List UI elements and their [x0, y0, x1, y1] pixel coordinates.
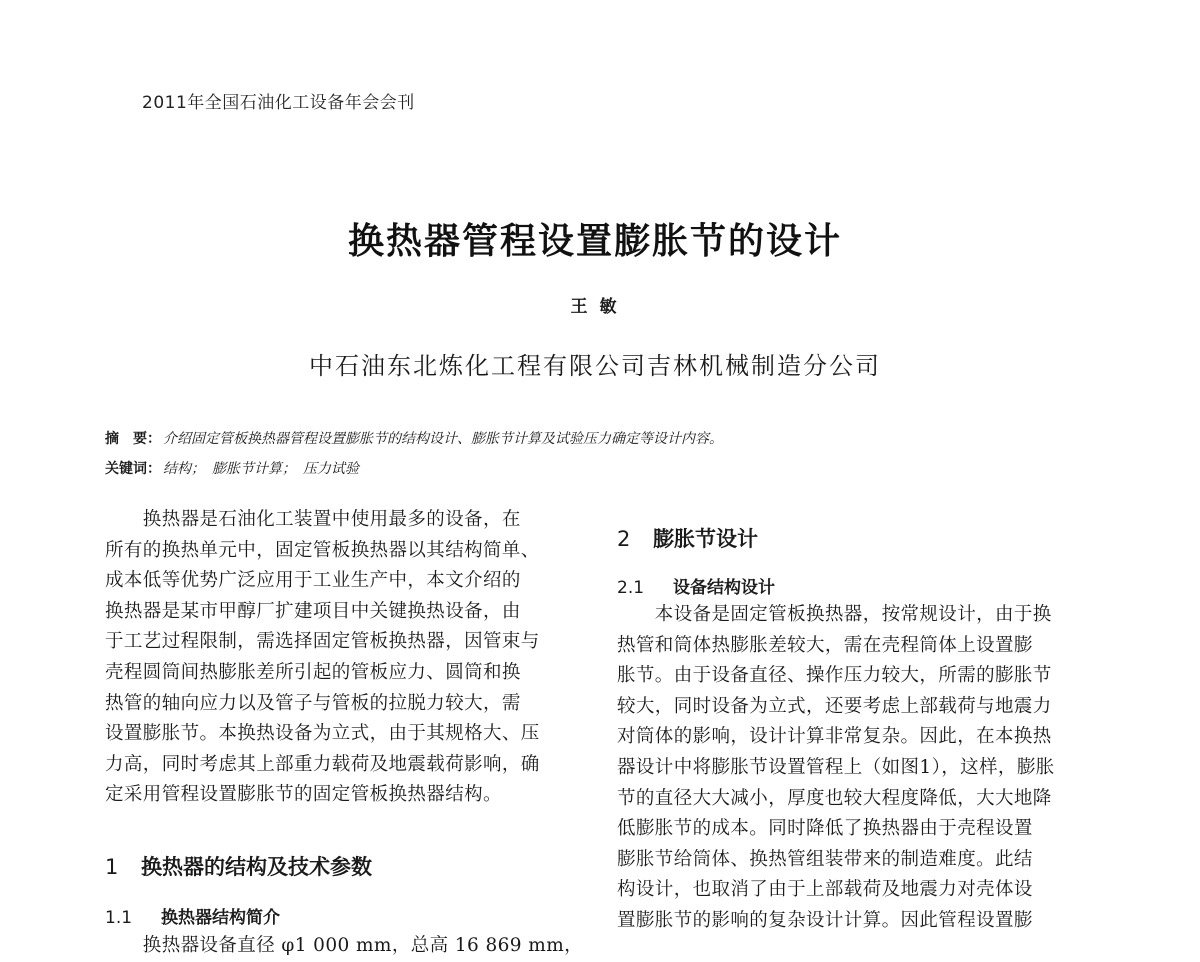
text-line: 所有的换热单元中，固定管板换热器以其结构简单、 [105, 539, 540, 561]
text-line: 器设计中将膨胀节设置管程上（如图1），这样，膨胀 [617, 756, 1055, 778]
section-number: 2 [617, 527, 631, 551]
section-number: 1.1 [105, 908, 133, 928]
text-line: 换热器是某市甲醇厂扩建项目中关键换热设备，由 [105, 600, 521, 622]
text-line: 成本低等优势广泛应用于工业生产中，本文介绍的 [105, 570, 521, 592]
text-line: 胀节。由于设备直径、操作压力较大，所需的膨胀节 [617, 665, 1052, 687]
left-column-intro [105, 505, 540, 811]
text-line: 换热器设备直径 φ1 000 mm，总高 16 869 mm， [105, 935, 584, 956]
section-heading-1-1 [105, 903, 280, 928]
text-line: 置膨胀节的影响的复杂设计计算。因此管程设置膨 [617, 909, 1033, 931]
text-line: 构设计，也取消了由于上部载荷及地震力对壳体设 [617, 879, 1033, 901]
section-heading-2-1 [617, 573, 775, 598]
abstract-label: 摘 要： [105, 431, 161, 447]
text-line: 节的直径大大减小，厚度也较大程度降低，大大地降 [617, 787, 1052, 809]
text-line: 设置膨胀节。本换热设备为立式，由于其规格大、压 [105, 723, 540, 745]
text-line: 本设备是固定管板换热器，按常规设计，由于换 [617, 604, 1052, 625]
right-column-body [617, 600, 1055, 937]
section-title: 换热器结构简介 [161, 908, 280, 928]
journal-header: 2011年全国石油化工设备年会会刊 [142, 93, 415, 113]
section-heading-2 [617, 523, 758, 553]
article-author: 王 敏 [570, 297, 620, 317]
text-line: 较大，同时设备为立式，还要考虑上部载荷与地震力 [617, 695, 1052, 717]
section-title: 设备结构设计 [673, 578, 775, 598]
section-number: 2.1 [617, 578, 645, 598]
text-line: 力高，同时考虑其上部重力载荷及地震载荷影响，确 [105, 753, 540, 775]
author-affiliation: 中石油东北炼化工程有限公司吉林机械制造分公司 [309, 352, 881, 380]
text-line: 对筒体的影响，设计计算非常复杂。因此，在本换热 [617, 726, 1052, 748]
keywords-text: 结构； 膨胀节计算； 压力试验 [163, 461, 359, 477]
section-title: 膨胀节设计 [653, 527, 758, 551]
abstract-text: 介绍固定管板换热器管程设置膨胀节的结构设计、膨胀节计算及试验压力确定等设计内容。 [163, 431, 723, 447]
text-line: 于工艺过程限制，需选择固定管板换热器，因管束与 [105, 631, 540, 653]
text-line: 热管的轴向应力以及管子与管板的拉脱力较大，需 [105, 692, 521, 714]
keywords [105, 458, 359, 478]
section-number: 1 [105, 855, 119, 879]
text-line: 壳程圆筒间热膨胀差所引起的管板应力、圆筒和换 [105, 661, 521, 683]
text-line: 膨胀节给筒体、换热管组装带来的制造难度。此结 [617, 848, 1033, 870]
section-heading-1 [105, 851, 372, 881]
text-line: 定采用管程设置膨胀节的固定管板换热器结构。 [105, 784, 502, 806]
keywords-label: 关键词： [105, 461, 161, 477]
article-title: 换热器管程设置膨胀节的设计 [347, 221, 842, 262]
abstract [105, 428, 723, 448]
section-title: 换热器的结构及技术参数 [141, 855, 372, 879]
text-line: 热管和筒体热膨胀差较大，需在壳程筒体上设置膨 [617, 634, 1033, 656]
text-line: 换热器是石油化工装置中使用最多的设备，在 [105, 509, 521, 530]
text-line: 低膨胀节的成本。同时降低了换热器由于壳程设置 [617, 818, 1033, 840]
